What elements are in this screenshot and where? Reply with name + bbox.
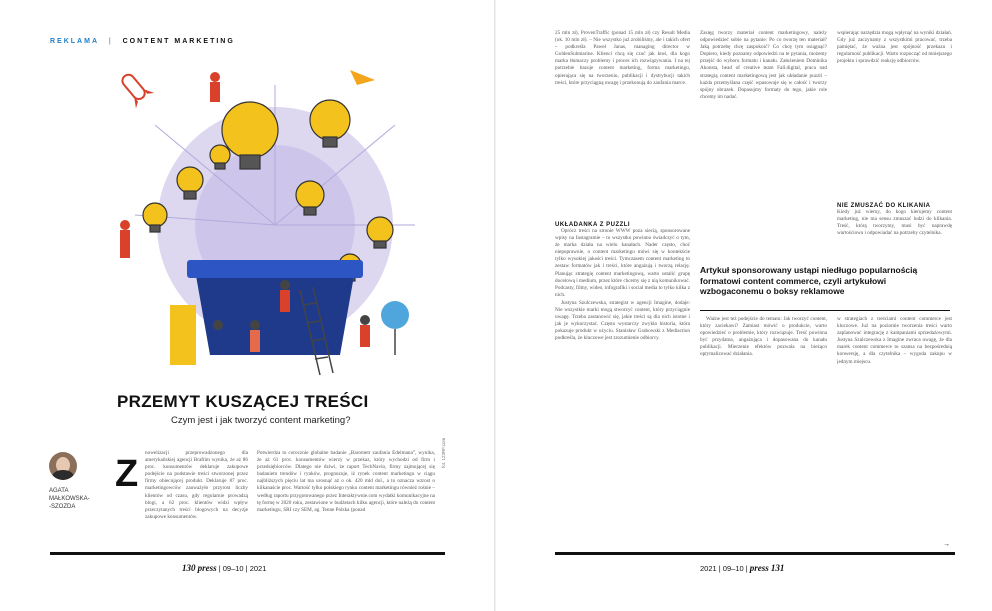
continue-arrow: → xyxy=(943,541,950,548)
paragraph: 25 mln zł), ProvenTraffic (ponad 15 mln zł) czy Result Media (ok. 10 mln zł). – Nie wszystko już zrobiliśmy, ale i takich ofert – podkreśla Paweł Janas, managing director w GoldenSubmarine. Klienci chcą się czuć jak ktoś, dla kogo marka tłumaczy problemy i proces ich rozwiązywania. I na tej potrzebie bazuje content marketing, forma marketingu, opierająca się na tworzeniu, publikacji i dystrybucji takich treści, które przyciągną uwagę i przekonują do zaufania marce. xyxy=(555,30,690,86)
issue-date: 2021 | 09–10 | xyxy=(700,564,748,573)
author-name-line: AGATA xyxy=(49,488,69,494)
left-column-2 xyxy=(257,450,435,546)
paragraph: Ważne jest też podejście do tematu: Jak tworzyć content, który zaciekawi? Zamiast mówić o produkcie, warto opowiedzieć o problemie, który rozwiązuje. Treść powinna być przydatna, angażująca i dopasowana do kanału publikacji. Mierzenie efektów pozwala na bieżąco optymalizować działania. xyxy=(700,316,827,358)
magazine-name: press xyxy=(749,563,769,573)
pull-quote: Artykuł sponsorowany ustąpi niedługo popularnością formatowi content commerce, czyli artykułowi wzbogaconemu o boksy reklamowe xyxy=(700,265,918,296)
rocket-icon xyxy=(115,68,154,108)
right-column-1-bottom xyxy=(555,228,690,548)
paragraph: Justyna Szulczewska, strategist w agencji Imagine, dodaje: Nie wszystkie marki mogą stworzyć content, który przyciągnie uwagę. Trzeba zastanowić się, jakie treści są dla nich istotne i jak je wykorzystać. Często wystarczy zwykła historia, która pokazuje produkt w użyciu. Stanisław Grabowski z Mediaction podkreśla, że kluczowe jest zrozumienie odbiorcy. xyxy=(555,299,690,342)
paper-plane-icon xyxy=(350,70,375,85)
paragraph: Oprócz treści na stronie WWW poza siecią, sponsorowane wpisy na Instagramie – to wszystko powinno świadczyć o tym, że marka działa na wielu kanałach. Nader często, choć niepoprawnie, o content marketingu mówi się w kontekście tylko wysokiej jakości treści. Tymczasem content marketing to zestaw formatów jak i treści, które angażują i tworzą relację. Planując strategię content marketingową, warto ustalić grupę docelową i medium, przez które chcemy się z nią komunikować. Podcasty, filmy, wideo, infografiki i social media to tylko kilka z nich. xyxy=(555,228,690,298)
article-title: PRZEMYT KUSZĄCEJ TREŚCI xyxy=(117,392,369,411)
paragraph: w strategiach z treściami content commerce jest kluczowe. Już na poziomie tworzenia treści warto zaplanować integrację z kampaniami sprzedażowymi. Justyna Szulczewska z Imagine zwraca uwagę, że dla marek content commerce to szansa na bezpośrednią konwersję, a dla czytelnika – wygoda zakupu w jednym miejscu. xyxy=(837,316,952,365)
illustration xyxy=(95,55,440,385)
page-number: 131 xyxy=(770,563,785,573)
author-name xyxy=(49,487,90,511)
right-column-2-top xyxy=(700,30,827,260)
section-label: REKLAMA xyxy=(50,38,99,45)
photo-credit: fot. 123RF.com xyxy=(441,437,446,468)
author-name-line: -SZOZDA xyxy=(49,504,76,510)
lower-column-3 xyxy=(837,316,952,548)
category-label: CONTENT MARKETING xyxy=(122,38,235,45)
globe-icon xyxy=(381,301,409,329)
right-column-3-bottom xyxy=(837,209,952,259)
right-folio xyxy=(700,563,784,573)
left-folio xyxy=(182,563,266,573)
paragraph: Kiedy już wiemy, do kogo kierujemy content marketing, nie ma sensu zmuszać ludzi do klikania. Treść, którą tworzymy, musi być naprawdę wartościowa i odpowiadać na potrzeby czytelnika. xyxy=(837,209,952,237)
paragraph: nowelizacji przeprowadzonego dla amerykańskiej agencji Braftim wynika, że aż 86 proc. konsumentów deklaruje zakupowe podejście na podstawie treści stworzonej przez firmy obiecującej produkt. Deklaruje 87 proc. marketingowców zauważyło przyrost liczby klientów od czasu, gdy regularnie prowadzą blogi, a 62 proc. klientów widzi wpływ przeczytanych treści blogowych na decyzje zakupowe konsumentów. xyxy=(145,450,248,520)
subheading-clicking: NIE ZMUSZAĆ DO KLIKANIA xyxy=(837,203,931,209)
author-name-line: MAŁKOWSKA- xyxy=(49,496,90,502)
subheading-puzzle: UKŁADANKA Z PUZZLI xyxy=(555,222,631,228)
issue-date: | 09–10 | 2021 xyxy=(218,564,267,573)
author-photo xyxy=(49,452,77,480)
right-column-3-top xyxy=(837,30,952,195)
paragraph: wspierając narzędzia mogą wpłynąć na wyniki działań. Gdy już zaczynamy z wszystkimi pracować, trzeba pamiętać, że ważna jest spójność przekazu i regularność publikacji. Warto rozpocząć od mniejszego projektu i sprawdzić reakcję odbiorców. xyxy=(837,30,952,65)
lower-column-2 xyxy=(700,316,827,548)
spine-shadow xyxy=(494,0,498,611)
header-separator: | xyxy=(108,38,113,45)
article-subtitle: Czym jest i jak tworzyć content marketing? xyxy=(171,415,351,426)
page-number: 130 xyxy=(182,563,196,573)
right-column-1-top xyxy=(555,30,690,222)
paragraph: Potwierdza to corocznie globalne badanie „Barometr zaufania Edelmana”, wynika, że aż 61 proc. konsumentów wierzy w przekaz, który wychodzi od firm i przedsiębiorców. Dlatego nie dziwi, że raport TechNavio, firmy zajmującej się badaniem trendów i rynków, prognozuje, iż rynek content marketingu w ciągu najbliższych pięciu lat ma urosnąć aż o ok. 420 mld dol., a to oznacza wzrost o kilkanaście proc. Wartość tylko polskiego rynku content marketingu również rośnie – według raportu przygotowanego przez Interaktywnie.com wydatki komunikacyjne na tę formę w 2020 roku, zestawione w budżetach kilku agencji, które należą do content marketingu, SRI czy SEM, ag. Tenne Polska (ponad xyxy=(257,450,435,513)
paragraph: Zasięg tworzy materiał content marketingowy, należy odpowiedzieć sobie na pytanie: Po co tworzę ten materiał? Jaką potrzebę chcę zaspokoić? Co chcę tym osiągnąć? Dopiero, kiedy poznamy odpowiedzi na te pytania, możemy przejść do wyboru formatu i kanału. Założeniem Dominika Akonsta, head of creative team Fall.digital, praca nad strategią content marketingową jest jak układanie puzzli – każda przemyślana część wpasowuje się w całość i tworzy spójny obrazek. Dopasujmy formaty do tego, jakie role chcemy im nadać. xyxy=(700,30,827,100)
drop-cap: Z xyxy=(115,453,139,495)
footer-rule xyxy=(555,552,955,555)
left-column-1 xyxy=(115,450,248,546)
magazine-name: press xyxy=(197,563,217,573)
footer-rule xyxy=(50,552,445,555)
pull-quote-rule xyxy=(700,310,950,311)
section-header xyxy=(50,38,235,45)
